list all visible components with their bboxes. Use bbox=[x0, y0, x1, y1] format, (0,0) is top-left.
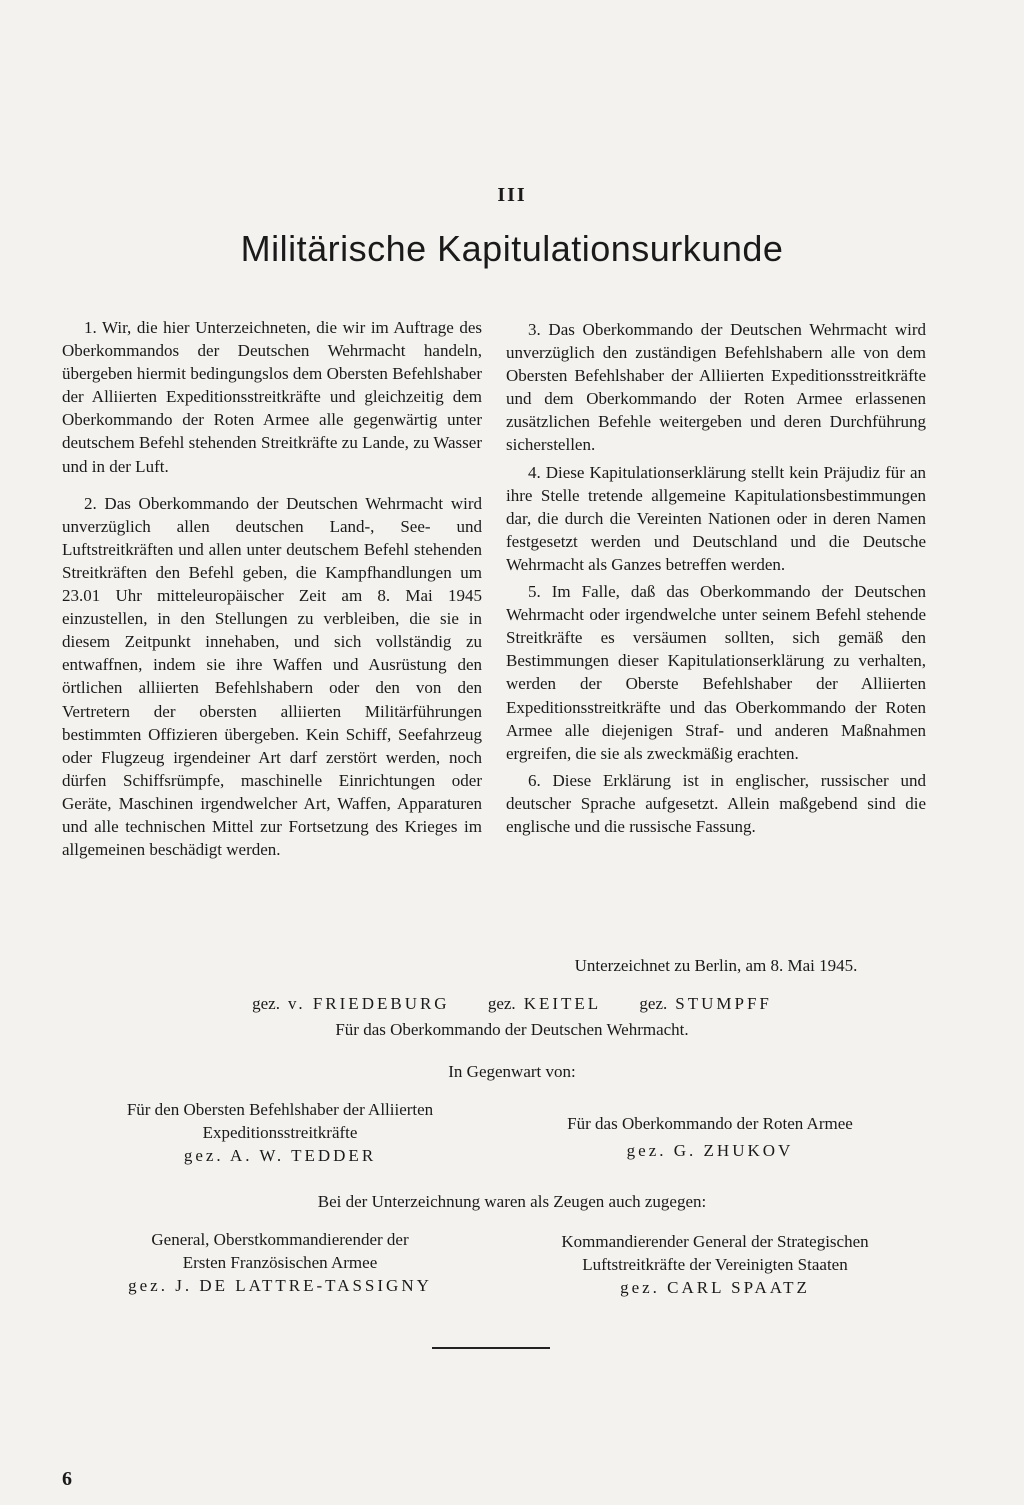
zhukov-signature: gez. G. ZHUKOV bbox=[626, 1141, 794, 1160]
witness-label: Bei der Unterzeichnung waren als Zeugen auch zugegen: bbox=[317, 1192, 707, 1211]
page-title: Militärische Kapitulationsurkunde bbox=[240, 228, 784, 269]
right-column bbox=[506, 318, 926, 842]
zhukov-block bbox=[500, 1112, 920, 1162]
signatory-friedeburg: v. FRIEDEBURG bbox=[287, 994, 450, 1013]
signing-place-date: Unterzeichnet zu Berlin, am 8. Mai 1945. bbox=[574, 956, 858, 975]
presence-label: In Gegenwart von: bbox=[448, 1062, 576, 1081]
de-lattre-line-2: Ersten Französischen Armee bbox=[182, 1253, 378, 1272]
gez-label: gez. bbox=[639, 994, 668, 1013]
gez-label: gez. bbox=[252, 994, 280, 1013]
article-2: 2. Das Oberkommando der Deutschen Wehrmacht wird unverzüglich allen deutschen Land-, See- und Luftstreitkräften und allen unter deutschem Befehl stehenden Streitkräften den Befehl geben, die Kampfhandlungen um 23.01 Uhr mitteleuropäischer Zeit am 8. Mai 1945 einzustellen, in den Stellungen zu verbleiben, die sie in diesem Zeitpunkt innehaben, und sich vollständig zu entwaffnen, indem sie ihre Waffen und Ausrüstung den örtlichen alliierten Befehlshabern oder den von den Vertretern der obersten alliierten Militärführungen bestimmten Offizieren übergeben. Kein Schiff, Seefahrzeug oder Flugzeug irgendeiner Art darf zerstört werden, noch dürfen Schiffsrümpfe, maschinelle Einrichtungen oder Geräte, Maschinen irgendwelcher Art, Waffen, Apparaturen und alle technischen Mittel zur Fortsetzung des Krieges im allgemeinen beschädigt werden. bbox=[62, 493, 482, 860]
article-4: 4. Diese Kapitulationserklärung stellt kein Präjudiz für an ihre Stelle tretende allgemeine Kapitulationsbestimmungen dar, die durch die Vereinten Nationen oder in deren Namen festgesetzt werden und Deutschland und die Deutsche Wehrmacht als Ganzes betreffen werden. bbox=[506, 462, 926, 574]
section-numeral: III bbox=[497, 184, 527, 206]
article-6: 6. Diese Erklärung ist in englischer, russischer und deutscher Sprache aufgesetzt. Allein maßgebend sind die englische und die russische Fassung. bbox=[506, 770, 926, 836]
zhukov-line-1: Für das Oberkommando der Roten Armee bbox=[567, 1114, 853, 1133]
page-number: 6 bbox=[62, 1468, 72, 1490]
spaatz-line-2: Luftstreitkräfte der Vereinigten Staaten bbox=[582, 1255, 848, 1274]
spaatz-block bbox=[500, 1230, 930, 1299]
tedder-block bbox=[60, 1098, 500, 1167]
gez-label: gez. bbox=[487, 994, 516, 1013]
de-lattre-block bbox=[60, 1228, 500, 1297]
signatory-keitel: KEITEL bbox=[523, 994, 602, 1013]
left-column bbox=[62, 316, 482, 875]
article-5: 5. Im Falle, daß das Oberkommando der Deutschen Wehrmacht oder irgendwelche unter seinem Befehl stehende Streitkräfte es versäumen sollten, sich gemäß den Bestimmungen dieser Kapitulationserklärung zu verhalten, werden der Oberste Befehlshaber der Alliierten Expeditionsstreitkräfte und das Oberkommando der Roten Armee alle diejenigen Straf- und anderen Maßnahmen ergreifen, die sie als zweckmäßig erachten. bbox=[506, 582, 926, 763]
tedder-line-2: Expeditionsstreitkräfte bbox=[202, 1123, 358, 1142]
article-3: 3. Das Oberkommando der Deutschen Wehrmacht wird unverzüglich den zuständigen Befehlshabern alle von dem Obersten Befehlshaber der Alliierten Expeditionsstreitkräfte und dem Oberkommando der Roten Armee erlassenen zusätzlichen Befehle weitergeben und deren Durchführung sicherstellen. bbox=[506, 320, 926, 455]
tedder-signature: gez. A. W. TEDDER bbox=[183, 1146, 377, 1165]
german-signatories-caption: Für das Oberkommando der Deutschen Wehrmacht. bbox=[335, 1020, 689, 1039]
spaatz-line-1: Kommandierender General der Strategischen bbox=[561, 1232, 869, 1251]
tedder-line-1: Für den Obersten Befehlshaber der Alliierten bbox=[126, 1100, 434, 1119]
article-1: 1. Wir, die hier Unterzeichneten, die wir im Auftrage des Oberkommandos der Deutschen Wehrmacht handeln, übergeben hiermit bedingungslos dem Obersten Befehlshaber der Alliierten Expeditionsstreitkräfte und gleichzeitig dem Oberkommando der Roten Armee alle gegenwärtig unter deutschem Befehl stehenden Streitkräfte zu Lande, zu Wasser und in der Luft. bbox=[62, 318, 482, 476]
closing-rule bbox=[432, 1347, 550, 1349]
signatory-stumpff: STUMPFF bbox=[675, 994, 772, 1013]
german-signatories bbox=[0, 994, 1024, 1014]
de-lattre-signature: gez. J. DE LATTRE-TASSIGNY bbox=[128, 1276, 432, 1295]
de-lattre-line-1: General, Oberstkommandierender der bbox=[151, 1230, 409, 1249]
spaatz-signature: gez. CARL SPAATZ bbox=[620, 1278, 810, 1297]
